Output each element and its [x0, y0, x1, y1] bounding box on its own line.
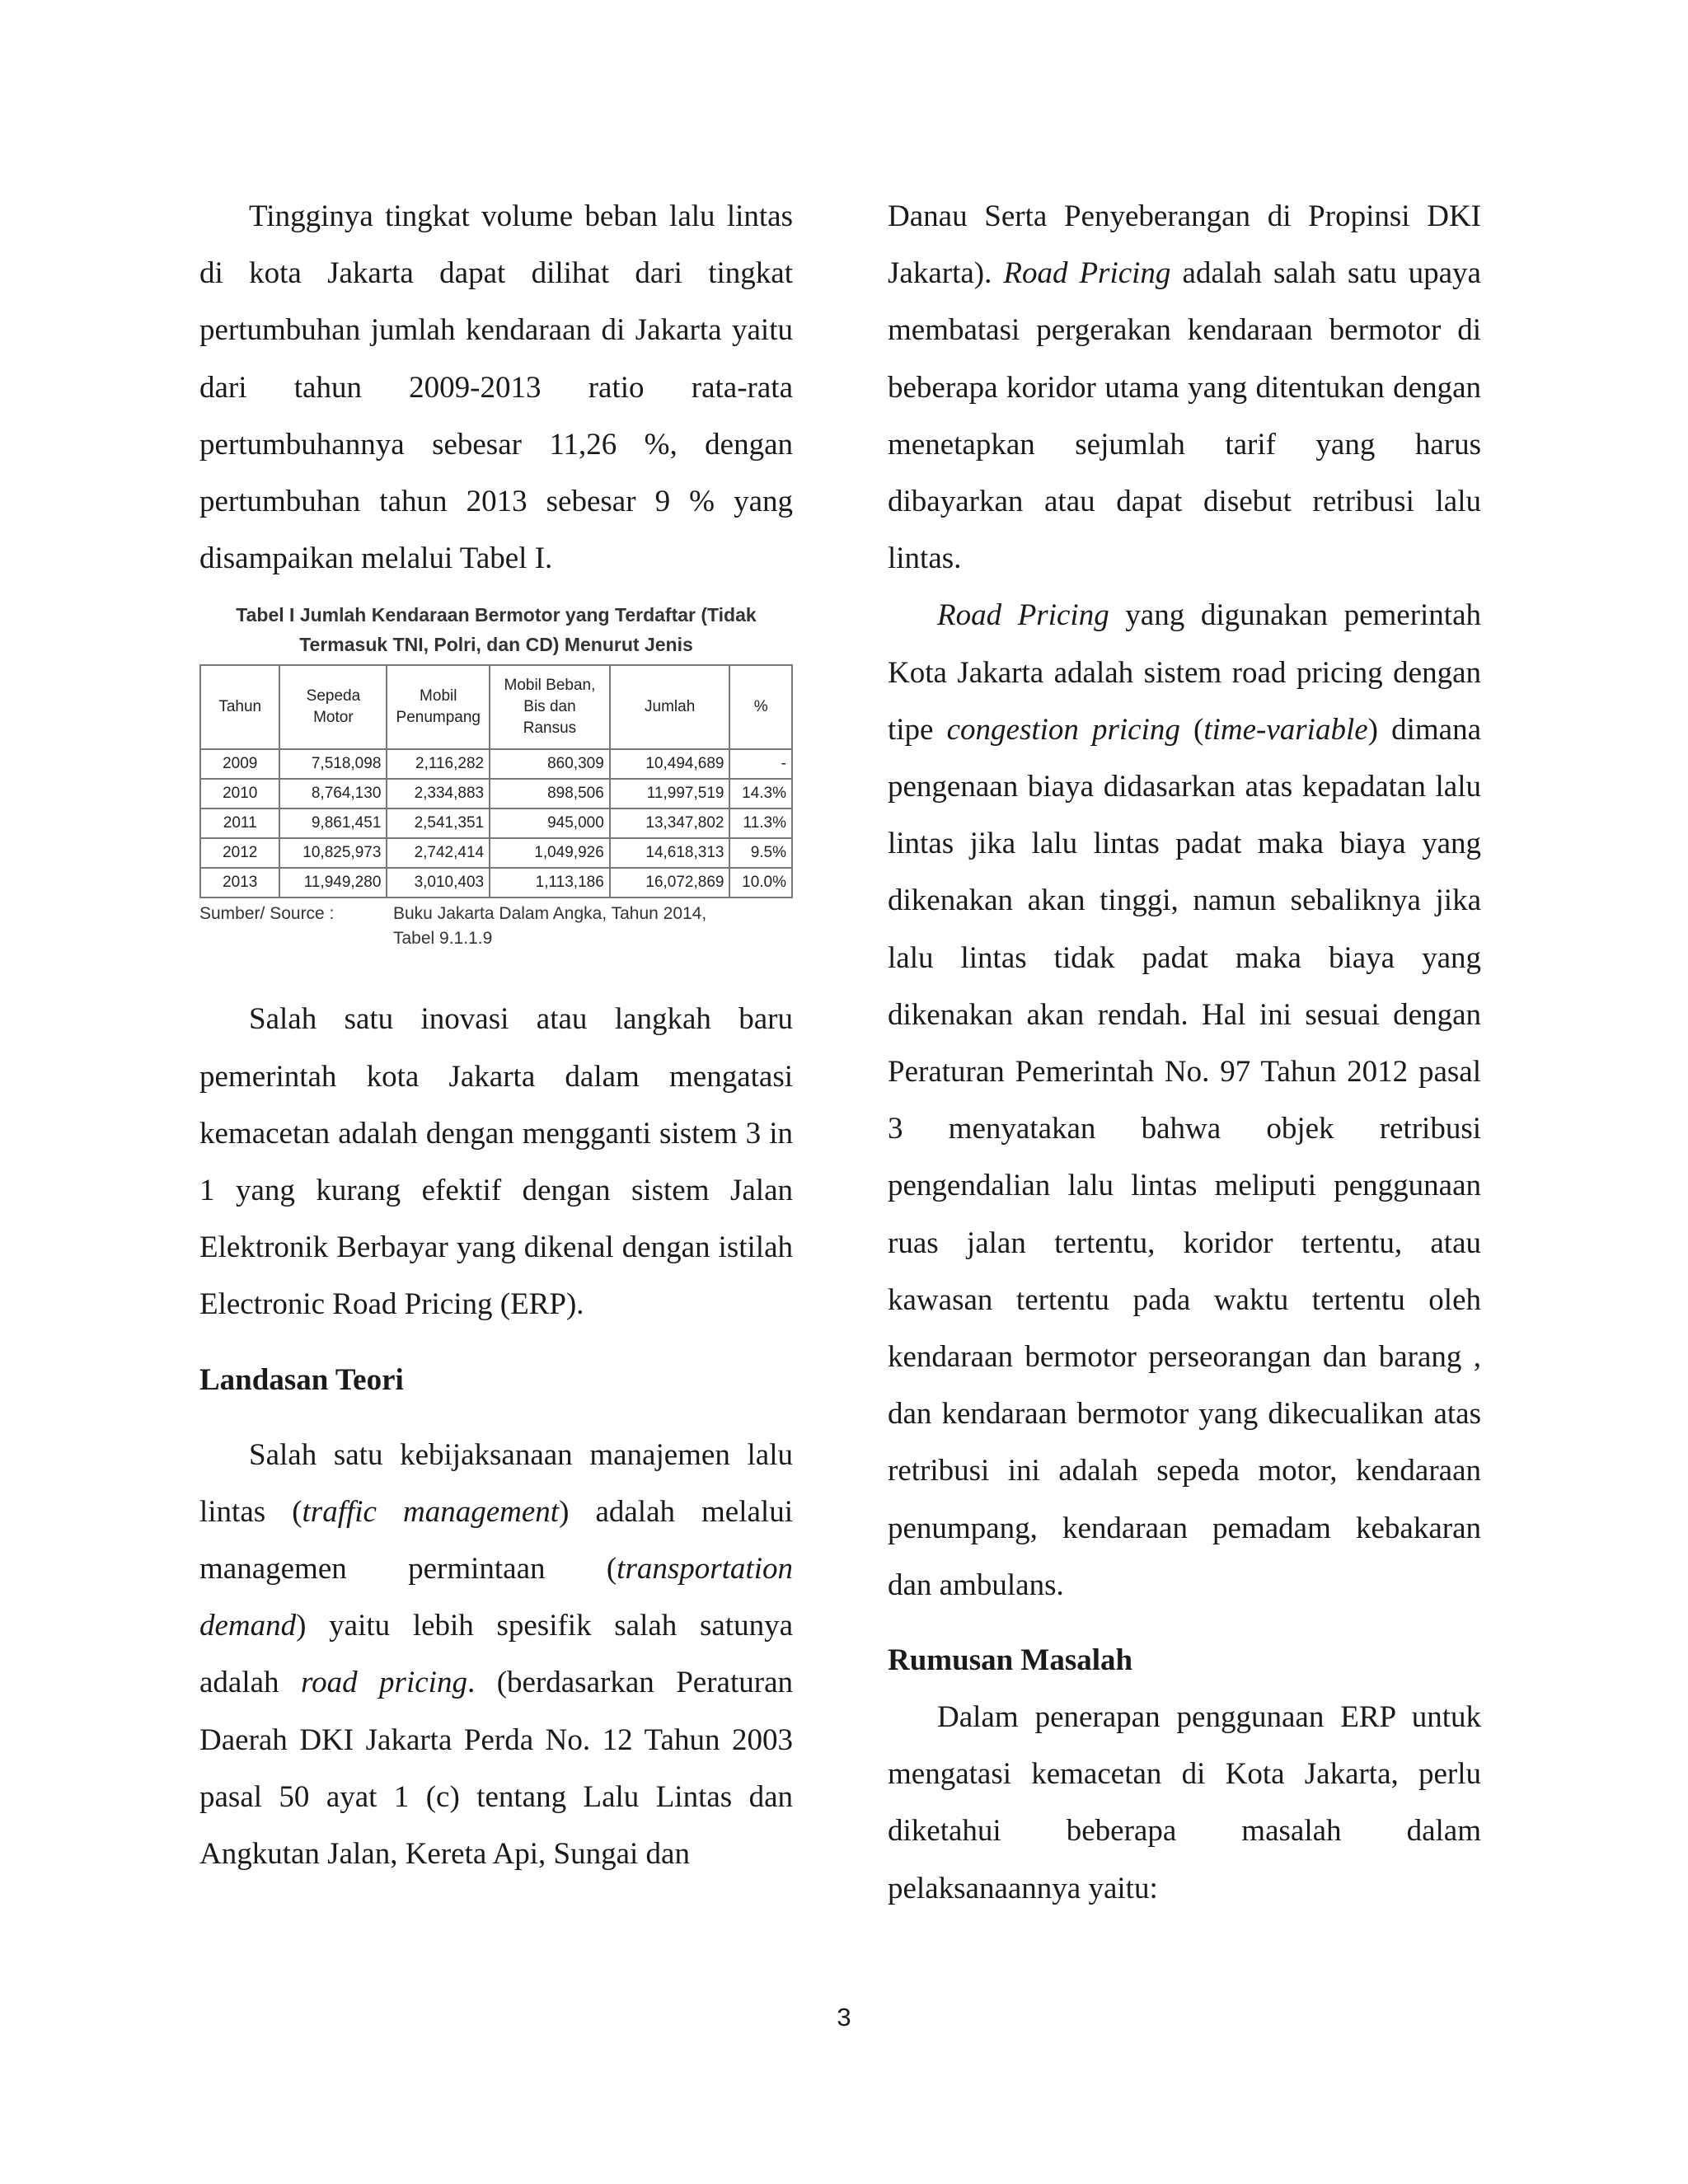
source-line-2: Tabel 9.1.1.9	[393, 929, 493, 949]
page-number: 3	[837, 2003, 851, 2032]
heading-rumusan-masalah: Rumusan Masalah	[888, 1643, 1133, 1678]
paragraph-road-pricing-definisi: Danau Serta Penyeberangan di Propinsi DKI Jakarta). Road Pricing adalah salah satu upaya membatasi pergerakan kendaraan bermotor di beberapa koridor utama yang ditentukan dengan menetapkan sejumlah tarif yang harus dibayarkan atau dapat disebut retribusi lalu lintas.	[888, 199, 1481, 576]
table-cell: 2,742,414	[387, 838, 490, 868]
table-cell: 10,494,689	[610, 749, 730, 779]
table-cell: 898,506	[490, 779, 610, 808]
left-column	[199, 188, 793, 1882]
table-cell: 2013	[200, 868, 279, 898]
table-cell: 14,618,313	[610, 838, 730, 868]
table-cell: 860,309	[490, 749, 610, 779]
table-cell: 9.5%	[729, 838, 792, 868]
paragraph-volume-lalu-lintas: Tingginya tingkat volume beban lalu lintas di kota Jakarta dapat dilihat dari tingkat pertumbuhan jumlah kendaraan di Jakarta yaitu dari tahun 2009-2013 ratio rata-rata pertumbuhannya sebesar 11,26 %, dengan pertumbuhan tahun 2013 sebesar 9 % yang disampaikan melalui Tabel I.	[199, 199, 793, 576]
paragraph-inovasi-erp: Salah satu inovasi atau langkah baru pemerintah kota Jakarta dalam mengatasi kemacetan adalah dengan mengganti sistem 3 in 1 yang kurang efektif dengan sistem Jalan Elektronik Berbayar yang dikenal dengan istilah Electronic Road Pricing (ERP).	[199, 1002, 793, 1322]
source-label: Sumber/ Source :	[199, 904, 335, 924]
vehicle-table-figure	[199, 600, 793, 951]
table-row	[200, 808, 792, 838]
table-cell: 14.3%	[729, 779, 792, 808]
table-row	[200, 779, 792, 808]
header-mobil-penumpang: Mobil Penumpang	[387, 665, 490, 749]
table-cell: 2010	[200, 779, 279, 808]
table-cell: 1,049,926	[490, 838, 610, 868]
table-cell: 2011	[200, 808, 279, 838]
table-caption-line-1: Tabel I Jumlah Kendaraan Bermotor yang Terdaftar (Tidak	[236, 604, 757, 626]
table-cell: 8,764,130	[279, 779, 387, 808]
header-sepeda-motor: Sepeda Motor	[279, 665, 387, 749]
table-header-row	[200, 665, 792, 749]
table-cell: 2,116,282	[387, 749, 490, 779]
source-line-1: Buku Jakarta Dalam Angka, Tahun 2014,	[393, 904, 707, 924]
table-cell: 16,072,869	[610, 868, 730, 898]
paragraph-rumusan: Dalam penerapan penggunaan ERP untuk mengatasi kemacetan di Kota Jakarta, perlu diketahui beberapa masalah dalam pelaksanaannya yaitu:	[888, 1700, 1481, 1905]
table-cell: -	[729, 749, 792, 779]
table-cell: 2,541,351	[387, 808, 490, 838]
table-caption-line-2: Termasuk TNI, Polri, dan CD) Menurut Jenis	[299, 634, 693, 656]
heading-landasan-teori: Landasan Teori	[199, 1362, 404, 1397]
vehicle-count-table	[199, 664, 793, 898]
table-cell: 9,861,451	[279, 808, 387, 838]
table-cell: 10.0%	[729, 868, 792, 898]
table-cell: 2,334,883	[387, 779, 490, 808]
header-mobil-beban: Mobil Beban, Bis dan Ransus	[490, 665, 610, 749]
header-jumlah: Jumlah	[610, 665, 730, 749]
paragraph-kebijaksanaan: Salah satu kebijaksanaan manajemen lalu lintas (traffic management) adalah melalui managemen permintaan (transportation demand) yaitu lebih spesifik salah satunya adalah road pricing. (berdasarkan Peraturan Daerah DKI Jakarta Perda No. 12 Tahun 2003 pasal 50 ayat 1 (c) tentang Lalu Lintas dan Angkutan Jalan, Kereta Api, Sungai dan	[199, 1437, 793, 1872]
table-row	[200, 868, 792, 898]
right-column	[888, 188, 1481, 1917]
header-percent: %	[729, 665, 792, 749]
table-cell: 10,825,973	[279, 838, 387, 868]
table-row	[200, 749, 792, 779]
table-cell: 13,347,802	[610, 808, 730, 838]
table-source	[199, 902, 793, 951]
table-cell: 3,010,403	[387, 868, 490, 898]
table-caption	[199, 600, 793, 659]
table-cell: 11,949,280	[279, 868, 387, 898]
table-row	[200, 838, 792, 868]
header-tahun: Tahun	[200, 665, 279, 749]
table-cell: 2009	[200, 749, 279, 779]
table-cell: 11.3%	[729, 808, 792, 838]
paragraph-congestion-pricing: Road Pricing yang digunakan pemerintah Kota Jakarta adalah sistem road pricing dengan tipe congestion pricing (time-variable) dimana pengenaan biaya didasarkan atas kepadatan lalu lintas jika lalu lintas padat maka biaya yang dikenakan akan tinggi, namun sebaliknya jika lalu lintas tidak padat maka biaya yang dikenakan akan rendah. Hal ini sesuai dengan Peraturan Pemerintah No. 97 Tahun 2012 pasal 3 menyatakan bahwa objek retribusi pengendalian lalu lintas meliputi penggunaan ruas jalan tertentu, koridor tertentu, atau kawasan tertentu pada waktu tertentu oleh kendaraan bermotor perseorangan dan barang , dan kendaraan bermotor yang dikecualikan atas retribusi ini adalah sepeda motor, kendaraan penumpang, kendaraan pemadam kebakaran dan ambulans.	[888, 598, 1481, 1602]
table-cell: 1,113,186	[490, 868, 610, 898]
table-cell: 7,518,098	[279, 749, 387, 779]
table-cell: 11,997,519	[610, 779, 730, 808]
table-cell: 2012	[200, 838, 279, 868]
table-cell: 945,000	[490, 808, 610, 838]
